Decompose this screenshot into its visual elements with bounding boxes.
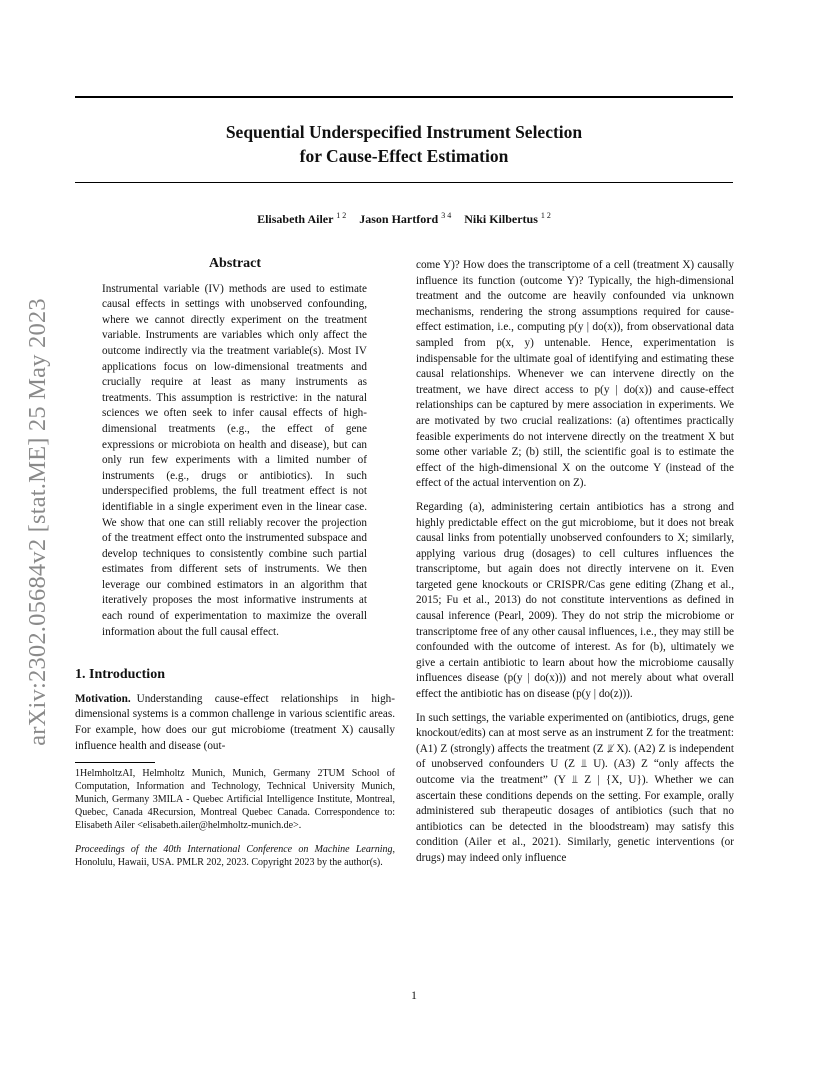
body-paragraph-3: In such settings, the variable experimented on (antibiotics, drugs, gene knockout/edits) can at most serve as an instrument Z for the treatment: (A1) Z (strongly) affects the treatment (Z ⫫̸ X). (A2) Z is independent of unobserved confounders U (Z ⫫ U). (A3) Z “only affects the outcome via the treatment” (Y ⫫ Z | {X, U}). Whether we can ascertain these conditions depends on the setting. For example, orally administered sub therapeutic dosages of antibiotics (such that no antibiotics can be detected in the bloodstream) may satisfy this condition (Ailer et al., 2021). Similarly, genetic interventions (or drugs) may indeed only influence (416, 711, 734, 864)
title-line-2: for Cause-Effect Estimation (299, 146, 509, 166)
body-paragraph-2: Regarding (a), administering certain antibiotics has a strong and highly predictable effect on the gut microbiome, but it does not break causal links from potentially unobserved confounders to X; similarly, applying various drug (dosages) to cell cultures influences the transcriptome, but again does not directly intervene on it. Even targeted gene knockouts or CRISPR/Cas gene editing (Zhang et al., 2015; Fu et al., 2013) do not constitute interventions as defined in causal inference (Pearl, 2009). They do not strip the microbiome or transcriptome free of any other causal influences, i.e., they may still be confounded with the outcome of interest. As for (b), ultimately we give a certain antibiotic to learn about how the microbiome causally influences disease (p(y | do(x))) and not merely about what overall effect the antibiotic has on disease (p(y | do(z))). (416, 500, 734, 701)
proceedings-note (75, 843, 395, 869)
affiliation-footnote: 1HelmholtzAI, Helmholtz Munich, Munich, Germany 2TUM School of Computation, Information and Technology, Technical University Munich, Munich, Germany 3MILA - Quebec Artificial Intelligence Institute, Montreal, Quebec, Canada 4Recursion, Montreal Quebec Canada. Correspondence to: Elisabeth Ailer <elisabeth.ailer@helmholtz-munich.de>. (75, 768, 395, 832)
paper-title (75, 120, 733, 168)
proceedings-rest: , Honolulu, Hawaii, USA. PMLR 202, 2023. Copyright 2023 by the author(s). (75, 844, 395, 869)
motivation-label: Motivation. (75, 692, 131, 705)
intro-paragraph (75, 692, 395, 754)
abstract-text: Instrumental variable (IV) methods are used to estimate causal effects in settings with unobserved confounding, where we cannot directly experiment on the treatment variable. Instruments are variables which only affect the outcome indirectly via the treatment variable(s). Most IV applications focus on low-dimensional treatments and crucially require at least as many instruments as treatments. This assumption is restrictive: in the natural sciences we often seek to infer causal effects of high-dimensional treatments (e.g., the effect of gene expressions or microbiota on health and disease), but can only run few experiments with a limited number of instruments (e.g., drugs or antibiotics). In such underspecified problems, the full treatment effect is not identifiable in a single experiment even in the linear case. We show that one can still reliably recover the projection of the treatment effect onto the instrumented subspace and develop techniques to consistently combine such partial estimates from different sets of instruments. We then leverage our combined estimators in an algorithm that iteratively proposes the most informative instruments at each round of experimentation to maximize the overall information about the full causal effect. (102, 282, 367, 638)
section-heading-introduction: 1. Introduction (75, 667, 165, 683)
author (257, 212, 346, 226)
top-rule (75, 96, 733, 98)
page-number: 1 (411, 990, 417, 1002)
author-affiliation: 1 2 (336, 211, 347, 220)
author-name: Jason Hartford (359, 212, 439, 226)
bottom-rule (75, 182, 733, 183)
author-name: Elisabeth Ailer (257, 212, 334, 226)
author (464, 212, 551, 226)
author-affiliation: 3 4 (441, 211, 452, 220)
author-affiliation: 1 2 (540, 211, 551, 220)
body-paragraph-1: come Y)? How does the transcriptome of a cell (treatment X) causally influence its function (outcome Y)? Typically, the high-dimensional treatment and the outcome are heavily confounded via unknown mechanisms, rendering the strong assumptions required for cause-effect estimation, i.e., computing p(y | do(x)), from observational data sampled from p(x, y) untenable. Hence, experimentation is indispensable for the ultimate goal of identifying and estimating these causal relationships. Whenever we can intervene directly on the treatment, we have direct access to p(y | do(x)) and cause-effect relationships can be captured by mere association in experiments. We are motivated by two crucial realizations: (a) oftentimes practically feasible experiments do not intervene directly on the treatment X but some other variable Z; (b) still, the scientific goal is to estimate the effect of the high-dimensional X on the outcome Y (instead of the effect of the actual intervention on Z). (416, 259, 734, 490)
title-line-1: Sequential Underspecified Instrument Selection (225, 122, 583, 142)
proceedings-italic: Proceedings of the 40th International Conference on Machine Learning (75, 844, 393, 856)
author (359, 212, 451, 226)
motivation-text: Understanding cause-effect relationships in high-dimensional systems is a common challenge in various scientific areas. For example, how does our gut microbiome (treatment X) causally influence health and disease (out- (75, 692, 395, 752)
author-name: Niki Kilbertus (464, 212, 538, 226)
left-column (75, 256, 395, 869)
arxiv-stamp (18, 272, 58, 772)
abstract-heading: Abstract (208, 256, 262, 271)
footnote-rule (75, 762, 155, 763)
author-list (75, 211, 733, 227)
right-column (416, 258, 734, 875)
arxiv-stamp-text: arXiv:2302.05684v2 [stat.ME] 25 May 2023 (24, 298, 51, 746)
